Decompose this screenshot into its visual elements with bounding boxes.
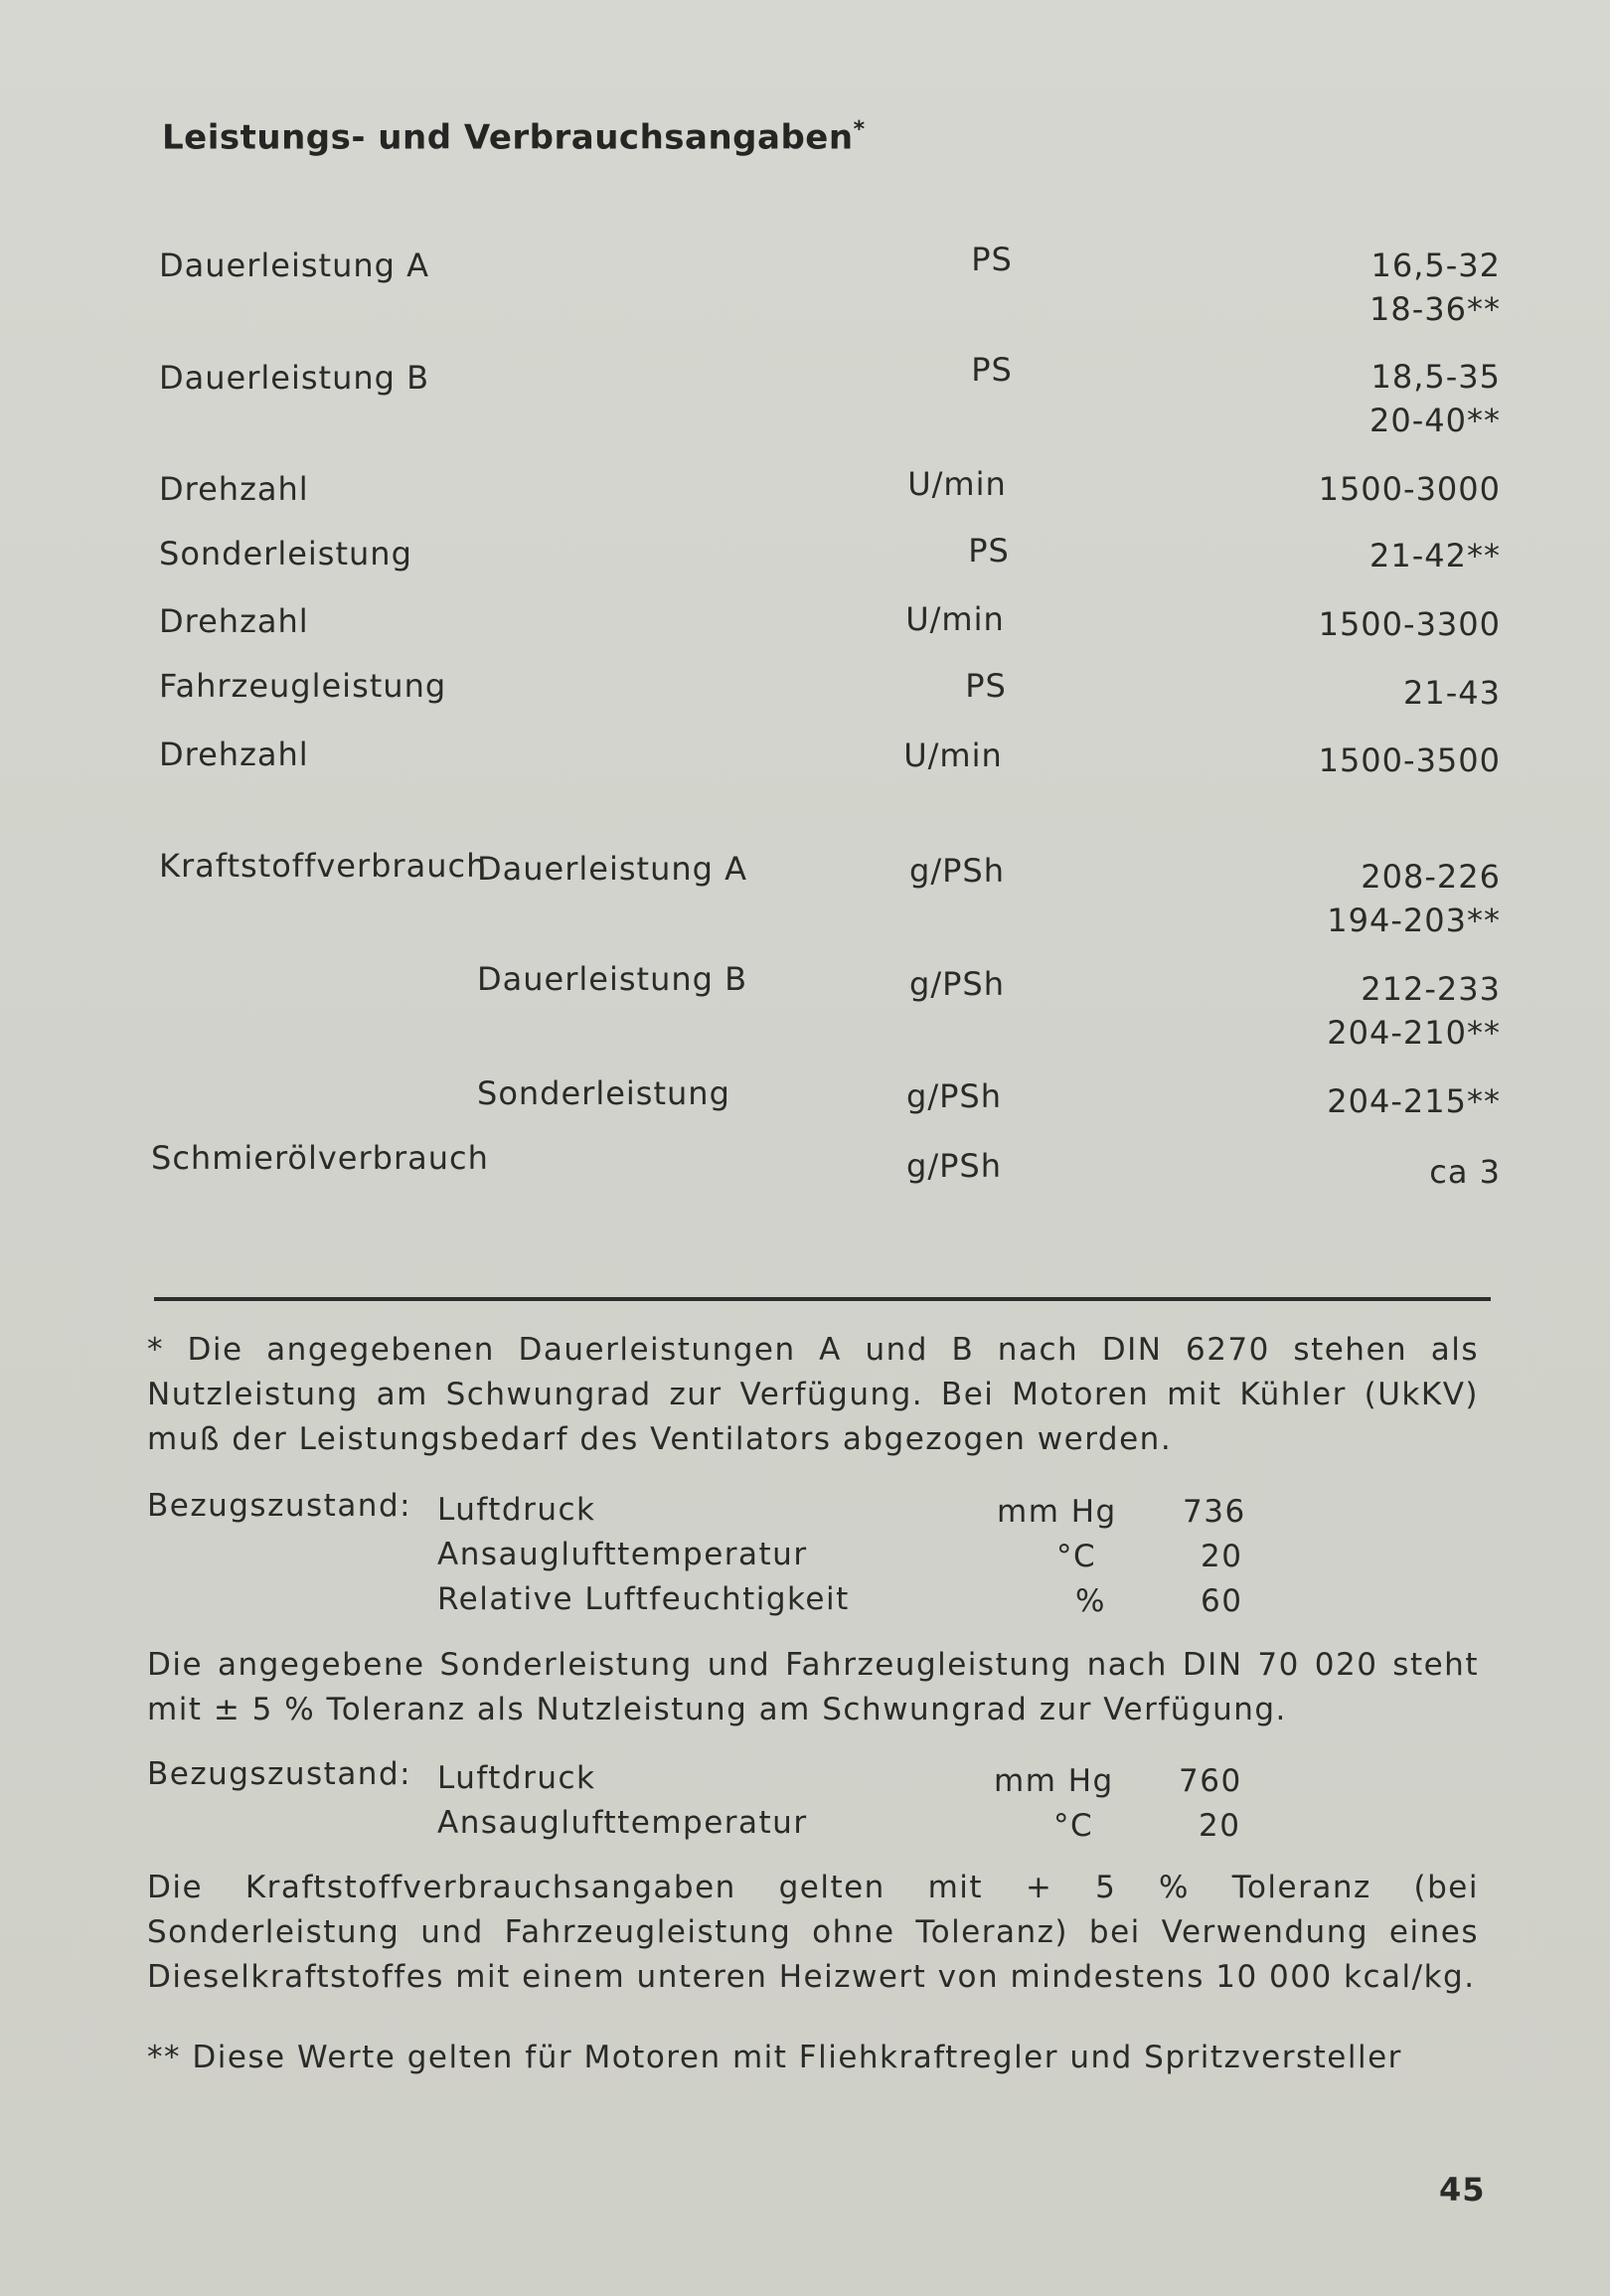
- reference-1-unit-2: °C: [1056, 1539, 1097, 1574]
- reference-1-unit-1: mm Hg: [997, 1494, 1117, 1530]
- page-title: [162, 117, 866, 157]
- consumption-value-dauerleistung-a-1: 208-226: [1361, 858, 1501, 896]
- oil-label: Schmierölverbrauch: [151, 1139, 489, 1177]
- footnote-3: Die Kraftstoffverbrauchsangaben gelten mit + 5 % Toleranz (bei Sonderleistung und Fahrzeugleistung ohne Toleranz) bei Verwendung eines Dieselkraftstoffes mit einem unteren Heizwert von mindestens 10 000 kcal/kg.: [147, 1870, 1479, 1995]
- spec-unit-dauerleistung-a: PS: [971, 241, 1013, 278]
- spec-label-drehzahl-2: Drehzahl: [159, 602, 309, 640]
- spec-value-dauerleistung-a-2: 18-36**: [1369, 290, 1501, 328]
- spec-value-fahrzeugleistung: 21-43: [1403, 674, 1501, 712]
- spec-unit-fahrzeugleistung: PS: [965, 667, 1007, 705]
- reference-1-value-2: 20: [1201, 1539, 1243, 1574]
- spec-unit-dauerleistung-b: PS: [971, 351, 1013, 389]
- spec-unit-sonderleistung: PS: [968, 532, 1010, 570]
- spec-label-drehzahl-3: Drehzahl: [159, 736, 309, 773]
- reference-1-name-1: Luftdruck: [437, 1492, 596, 1528]
- spec-value-dauerleistung-a-1: 16,5-32: [1370, 246, 1501, 284]
- spec-unit-drehzahl-1: U/min: [907, 465, 1007, 503]
- reference-2-unit-2: °C: [1053, 1808, 1094, 1844]
- consumption-sublabel-sonderleistung: Sonderleistung: [477, 1074, 730, 1112]
- title-footnote-mark: *: [853, 117, 866, 142]
- consumption-sublabel-dauerleistung-b: Dauerleistung B: [477, 960, 748, 998]
- reference-2-value-1: 760: [1179, 1763, 1242, 1799]
- reference-2-unit-1: mm Hg: [994, 1763, 1114, 1799]
- spec-value-drehzahl-1: 1500-3000: [1318, 470, 1501, 508]
- reference-1-unit-3: %: [1075, 1583, 1106, 1619]
- spec-value-sonderleistung: 21-42**: [1369, 537, 1501, 574]
- title-text: Leistungs- und Verbrauchsangaben: [162, 117, 854, 158]
- spec-value-drehzahl-3: 1500-3500: [1318, 741, 1501, 779]
- reference-1-value-1: 736: [1183, 1494, 1246, 1530]
- spec-label-dauerleistung-b: Dauerleistung B: [159, 359, 430, 397]
- spec-label-sonderleistung: Sonderleistung: [159, 535, 412, 573]
- reference-2-name-1: Luftdruck: [437, 1760, 596, 1796]
- footnote-2: Die angegebene Sonderleistung und Fahrzeugleistung nach DIN 70 020 steht mit ± 5 % Toleranz als Nutzleistung am Schwungrad zur Verfügung.: [147, 1647, 1479, 1727]
- consumption-value-dauerleistung-b-1: 212-233: [1361, 970, 1501, 1008]
- page-number: 45: [1439, 2171, 1486, 2209]
- reference-1-name-3: Relative Luftfeuchtigkeit: [437, 1581, 850, 1617]
- reference-1-label: Bezugszustand:: [147, 1488, 412, 1524]
- spec-value-dauerleistung-b-1: 18,5-35: [1370, 358, 1501, 396]
- spec-unit-drehzahl-3: U/min: [903, 737, 1003, 774]
- spec-label-dauerleistung-a: Dauerleistung A: [159, 246, 429, 284]
- footnote-4: ** Diese Werte gelten für Motoren mit Fliehkraftregler und Spritzversteller: [147, 2040, 1402, 2075]
- spec-value-drehzahl-2: 1500-3300: [1318, 605, 1501, 643]
- section-divider: [154, 1297, 1491, 1301]
- spec-label-drehzahl-1: Drehzahl: [159, 470, 309, 508]
- oil-unit: g/PSh: [906, 1147, 1002, 1185]
- spec-label-fahrzeugleistung: Fahrzeugleistung: [159, 667, 447, 705]
- consumption-label: Kraftstoffverbrauch: [159, 847, 488, 885]
- oil-value: ca 3: [1429, 1153, 1501, 1191]
- spec-unit-drehzahl-2: U/min: [905, 600, 1005, 638]
- consumption-unit-dauerleistung-a: g/PSh: [909, 852, 1005, 890]
- reference-1-value-3: 60: [1201, 1583, 1243, 1619]
- footnote-1: * Die angegebenen Dauerleistungen A und B nach DIN 6270 stehen als Nutzleistung am Schwungrad zur Verfügung. Bei Motoren mit Kühler (UkKV) muß der Leistungsbedarf des Ventilators abgezogen werden.: [147, 1332, 1479, 1457]
- consumption-sublabel-dauerleistung-a: Dauerleistung A: [477, 850, 747, 888]
- consumption-value-sonderleistung: 204-215**: [1327, 1082, 1501, 1120]
- reference-2-value-2: 20: [1199, 1808, 1241, 1844]
- consumption-value-dauerleistung-b-2: 204-210**: [1327, 1014, 1501, 1052]
- spec-value-dauerleistung-b-2: 20-40**: [1369, 402, 1501, 439]
- consumption-unit-sonderleistung: g/PSh: [906, 1077, 1002, 1115]
- consumption-unit-dauerleistung-b: g/PSh: [909, 965, 1005, 1003]
- consumption-value-dauerleistung-a-2: 194-203**: [1327, 902, 1501, 939]
- reference-2-label: Bezugszustand:: [147, 1756, 412, 1792]
- reference-2-name-2: Ansauglufttemperatur: [437, 1805, 808, 1841]
- reference-1-name-2: Ansauglufttemperatur: [437, 1537, 808, 1572]
